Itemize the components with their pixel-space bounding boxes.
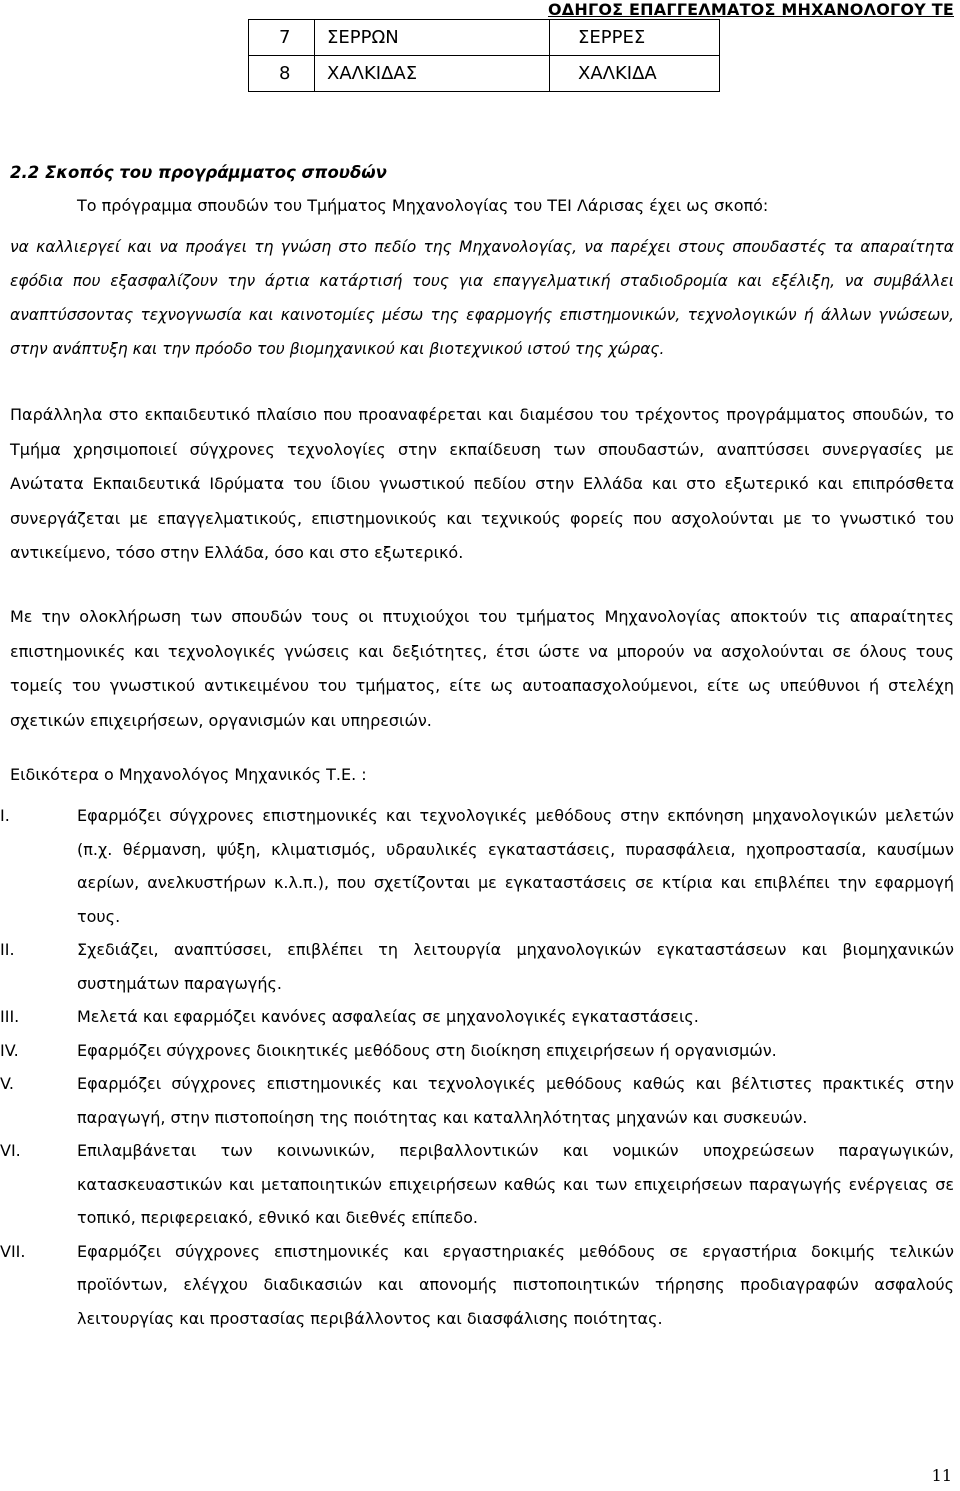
list-item-text: Εφαρμόζει σύγχρονες διοικητικές μεθόδους στη διοίκηση επιχειρήσεων ή οργανισμών.	[77, 1040, 777, 1060]
list-item	[0, 1034, 954, 1068]
table-cell-city: ΧΑΛΚΙΔΑ	[550, 56, 720, 92]
page-number: 11	[931, 1466, 952, 1485]
table-cell-genitive: ΣΕΡΡΩΝ	[315, 20, 550, 56]
table-cell-city: ΣΕΡΡΕΣ	[550, 20, 720, 56]
list-item	[0, 1134, 954, 1235]
paragraph-graduates: Με την ολοκλήρωση των σπουδών τους οι πτυχιούχοι του τμήματος Μηχανολογίας αποκτούν τις απαραίτητες επιστημονικές και τεχνολογικές γνώσεις και δεξιότητες, έτσι ώστε να μπορούν να ασχολούνται σε όλους τους τομείς του γνωστικού αντικειμένου του τμήματος, είτε ως αυτοαπασχολούμενοι, είτε ως υπεύθυνοι ή στελέχη σχετικών επιχειρήσεων, οργανισμών και υπηρεσιών.	[10, 607, 954, 730]
intro-line: Το πρόγραμμα σπουδών του Τμήματος Μηχανολογίας του ΤΕΙ Λάρισας έχει ως σκοπό:	[77, 196, 769, 215]
list-item-text: Σχεδιάζει, αναπτύσσει, επιβλέπει τη λειτουργία μηχανολογικών εγκαταστάσεων και βιομηχανικών συστημάτων παραγωγής.	[77, 940, 954, 993]
table-cell-number: 8	[249, 56, 315, 92]
list-item-text: Επιλαμβάνεται των κοινωνικών, περιβαλλοντικών και νομικών υποχρεώσεων παραγωγικών, κατασκευαστικών και μεταποιητικών επιχειρήσεων καθώς και των επιχειρήσεων παραγωγής ενέργειας σε τοπικό, περιφερειακό, εθνικό και διεθνές επίπεδο.	[77, 1141, 954, 1227]
towns-table	[248, 19, 720, 92]
list-heading: Ειδικότερα ο Μηχανολόγος Μηχανικός Τ.Ε. :	[10, 765, 367, 784]
table-row	[249, 20, 720, 56]
list-item-number: IV.	[0, 1040, 19, 1060]
list-item-number: III.	[0, 1007, 20, 1026]
section-title: 2.2 Σκοπός του προγράμματος σπουδών	[10, 163, 387, 182]
list-item-text: Εφαρμόζει σύγχρονες επιστημονικές και τεχνολογικές μεθόδους στην εκπόνηση μηχανολογικών μελετών (π.χ. θέρμανση, ψύξη, κλιματισμός, υδραυλικές εγκαταστάσεις, πυρασφάλεια, ηχοπροστασία, καυσίμων αερίων, ανελκυστήρων κ.λ.π.), που σχετίζονται με εγκαταστάσεις σε κτίρια και επιβλέπει την εφαρμογή τους.	[77, 806, 954, 926]
table-cell-number: 7	[249, 20, 315, 56]
list-item	[0, 933, 954, 1000]
list-item-number: VI.	[0, 1141, 21, 1160]
list-item-number: VII.	[0, 1241, 26, 1261]
paragraph-parallel: Παράλληλα στο εκπαιδευτικό πλαίσιο που προαναφέρεται και διαμέσου του τρέχοντος προγράμματος σπουδών, το Τμήμα χρησιμοποιεί σύγχρονες τεχνολογίες στην εκπαίδευση των σπουδαστών, αναπτύσσει συνεργασίες με Ανώτατα Εκπαιδευτικά Ιδρύματα του ίδιου γνωστικού πεδίου στην Ελλάδα και στο εξωτερικό και επιπρόσθετα συνεργάζεται με επαγγελματικούς, επιστημονικούς και τεχνικούς φορείς που ασχολούνται με το γνωστικό του αντικείμενο, τόσο στην Ελλάδα, όσο και στο εξωτερικό.	[10, 405, 954, 562]
list-item-text: Εφαρμόζει σύγχρονες επιστημονικές και τεχνολογικές μεθόδους καθώς και βέλτιστες πρακτικές στην παραγωγή, στην πιστοποίηση της ποιότητας και καταλληλότητας μηχανών και συσκευών.	[77, 1074, 954, 1127]
table-cell-genitive: ΧΑΛΚΙΔΑΣ	[315, 56, 550, 92]
duties-list	[0, 799, 954, 1335]
list-item	[0, 1067, 954, 1134]
list-item	[0, 1235, 954, 1336]
list-item-number: I.	[0, 806, 10, 825]
list-item	[0, 1000, 954, 1034]
goal-paragraph: να καλλιεργεί και να προάγει τη γνώση στο πεδίο της Μηχανολογίας, να παρέχει στους σπουδαστές τα απαραίτητα εφόδια που εξασφαλίζουν την άρτια κατάρτισή τους για επαγγελματική σταδιοδρομία και εξέλιξη, να συμβάλλει αναπτύσσοντας τεχνογνωσία και καινοτομίες μέσω της εφαρμογής επιστημονικών, τεχνολογικών ή άλλων γνώσεων, στην ανάπτυξη και την πρόοδο του βιομηχανικού και βιοτεχνικού ιστού της χώρας.	[10, 238, 954, 358]
list-item-number: V.	[0, 1074, 14, 1093]
list-item-text: Εφαρμόζει σύγχρονες επιστημονικές και εργαστηριακές μεθόδους σε εργαστήρια δοκιμής τελικών προϊόντων, ελέγχου διαδικασιών και απονομής πιστοποιητικών τήρησης προδιαγραφών ασφαλούς λειτουργίας και προστασίας περιβάλλοντος και διασφάλισης ποιότητας.	[77, 1241, 954, 1328]
list-item	[0, 799, 954, 933]
running-header: ΟΔΗΓΟΣ ΕΠΑΓΓΕΛΜΑΤΟΣ ΜΗΧΑΝΟΛΟΓΟΥ ΤΕ	[547, 0, 954, 19]
list-item-number: II.	[0, 940, 15, 959]
table-row	[249, 56, 720, 92]
list-item-text: Μελετά και εφαρμόζει κανόνες ασφαλείας σε μηχανολογικές εγκαταστάσεις.	[77, 1007, 699, 1026]
